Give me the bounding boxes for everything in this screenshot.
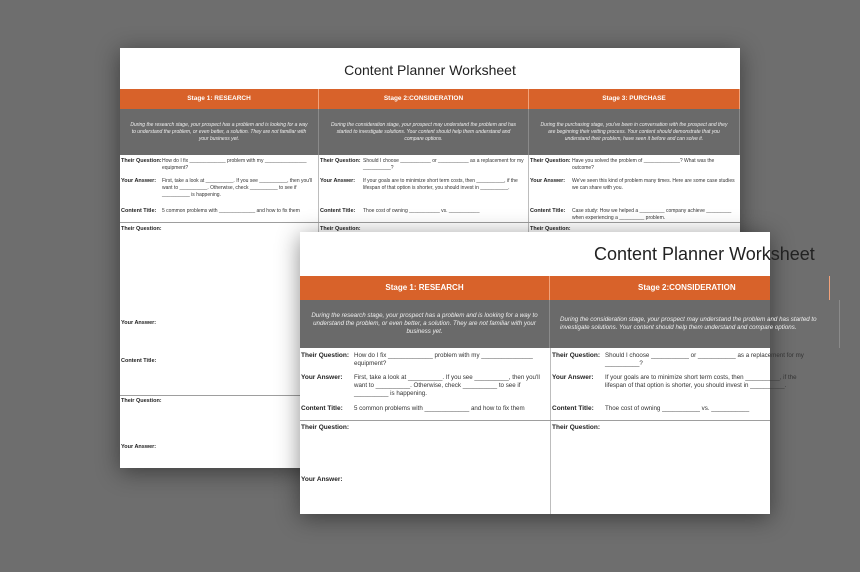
their-question-label: Their Question: bbox=[552, 352, 601, 359]
stage-description-consideration: During the consideration stage, your prospect may understand the problem and has started to investigate solutions. Your content should help them understand and compare options. bbox=[319, 109, 529, 155]
stage-header-consideration: Stage 2:CONSIDERATION bbox=[319, 89, 529, 109]
example-question-consideration: Should I choose ___________ or ___________ as a replacement for my __________? bbox=[605, 352, 804, 367]
page-title: Content Planner Worksheet bbox=[594, 244, 815, 264]
content-title-label: Content Title: bbox=[552, 405, 594, 412]
example-answer-research: First, take a look at __________. If you see __________, then you'll want to __________. Otherwise, check __________ to see if __________ is happening. bbox=[354, 374, 540, 397]
example-question-research: How do I fix _____________ problem with my _______________ equipment? bbox=[162, 158, 307, 171]
worksheet-front bbox=[300, 232, 817, 514]
their-question-label: Their Question: bbox=[301, 424, 350, 431]
your-answer-label: Your Answer: bbox=[301, 476, 343, 483]
stage-description-research: During the research stage, your prospect has a problem and is looking for a way to understand the problem, or even better, a solution. They are not familiar with your business yet. bbox=[120, 109, 319, 155]
their-question-label: Their Question: bbox=[320, 226, 361, 232]
their-question-label: Their Question: bbox=[121, 158, 162, 164]
stage-header-research: Stage 1: RESEARCH bbox=[120, 89, 319, 109]
your-answer-label: Your Answer: bbox=[121, 178, 157, 184]
stage-description-row bbox=[300, 300, 817, 348]
example-content-title-research: 5 common problems with _____________ and how to fix them bbox=[354, 405, 525, 412]
their-question-label: Their Question: bbox=[530, 226, 571, 232]
stage-description-purchase: During the purchasing stage, you've been in conversation with the prospect and they are beginning their vetting process. Your content should demonstrate that you understand their problem, have seen it before and can solve it. bbox=[529, 109, 740, 155]
example-content-title-consideration: Thoe cost of owning ___________ vs. ___________ bbox=[605, 405, 750, 412]
content-title-label: Content Title: bbox=[320, 208, 356, 214]
content-title-label: Content Title: bbox=[121, 358, 157, 364]
example-answer-research: First, take a look at __________. If you see __________, then you'll want to __________. Otherwise, check __________ to see if __________ is happening. bbox=[162, 178, 313, 198]
stage-description-research: During the research stage, your prospect has a problem and is looking for a way to understand the problem, or even better, a solution. They are not familiar with your business yet. bbox=[300, 300, 550, 348]
example-question-consideration: Should I choose ___________ or ___________ as a replacement for my __________? bbox=[363, 158, 524, 171]
content-title-label: Content Title: bbox=[530, 208, 566, 214]
stage-header-research: Stage 1: RESEARCH bbox=[300, 276, 550, 300]
their-question-label: Their Question: bbox=[320, 158, 361, 164]
example-question-purchase: Have you solved the problem of _____________? What was the outcome? bbox=[572, 158, 715, 171]
your-answer-label: Your Answer: bbox=[552, 374, 594, 381]
your-answer-label: Your Answer: bbox=[121, 320, 157, 326]
example-answer-consideration: If your goals are to minimize short term costs, then __________, if the lifespan of that option is shorter, you should invest in __________. bbox=[363, 178, 518, 191]
their-question-label: Their Question: bbox=[301, 352, 350, 359]
their-question-label: Their Question: bbox=[552, 424, 601, 431]
example-answer-purchase: We've seen this kind of problem many times. Here are some case studies we can share with you. bbox=[572, 178, 735, 191]
their-question-label: Their Question: bbox=[121, 226, 162, 232]
worksheet-body bbox=[300, 348, 804, 514]
example-content-title-consideration: Thoe cost of owning ___________ vs. ___________ bbox=[363, 208, 480, 214]
page-title: Content Planner Worksheet bbox=[344, 62, 516, 78]
your-answer-label: Your Answer: bbox=[121, 444, 157, 450]
your-answer-label: Your Answer: bbox=[320, 178, 356, 184]
your-answer-label: Your Answer: bbox=[530, 178, 566, 184]
stage-description-row bbox=[120, 109, 740, 155]
stage-header-row bbox=[120, 89, 740, 109]
their-question-label: Their Question: bbox=[121, 398, 162, 404]
example-answer-consideration: If your goals are to minimize short term costs, then __________, if the lifespan of that option is shorter, you should invest in __________. bbox=[605, 374, 797, 389]
example-content-title-research: 5 common problems with _____________ and how to fix them bbox=[162, 208, 300, 214]
stage-header-consideration: Stage 2:CONSIDERATION bbox=[550, 276, 830, 300]
row-divider bbox=[300, 420, 770, 421]
stage-description-consideration: During the consideration stage, your prospect may understand the problem and has started to investigate solutions. Your content should help them understand and compare options. bbox=[550, 300, 840, 348]
your-answer-label: Your Answer: bbox=[301, 374, 343, 381]
row-divider bbox=[120, 222, 740, 223]
stage-header-row bbox=[300, 276, 770, 300]
their-question-label: Their Question: bbox=[530, 158, 571, 164]
example-content-title-purchase: Case study: How we helped a _________ company achieve _________ when experiencing a _________ problem. bbox=[572, 208, 732, 221]
content-title-label: Content Title: bbox=[121, 208, 157, 214]
stage-header-purchase: Stage 3: PURCHASE bbox=[529, 89, 740, 109]
example-question-research: How do I fix _____________ problem with my _______________ equipment? bbox=[354, 352, 533, 367]
content-title-label: Content Title: bbox=[301, 405, 343, 412]
